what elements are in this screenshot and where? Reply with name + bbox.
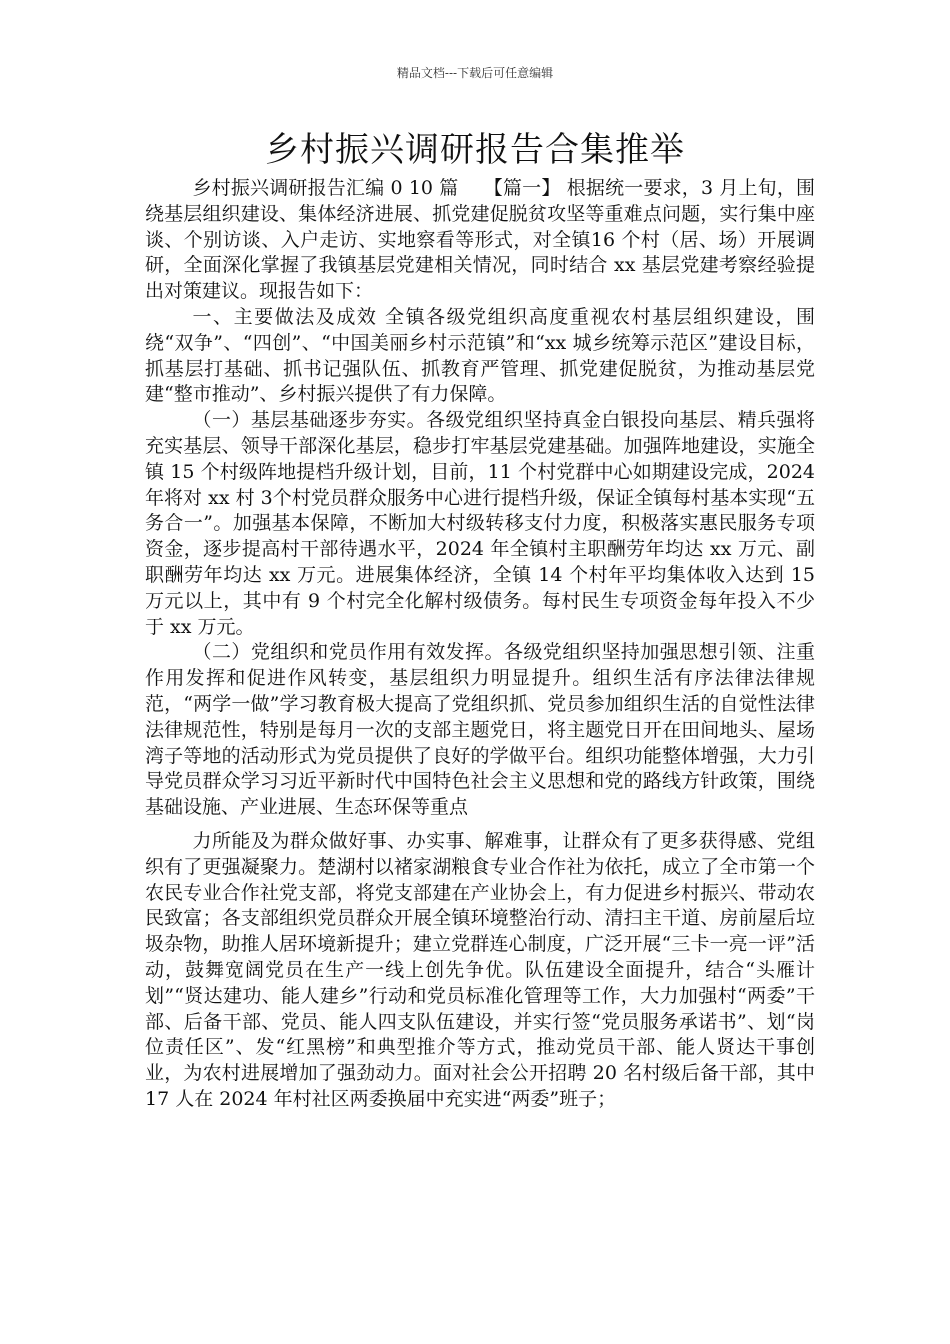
paragraph-section-1: 一、主要做法及成效 全镇各级党组织高度重视农村基层组织建设，围绕“双争”、“四创”、“中国美丽乡村示范镇”和“xx 城乡统筹示范区”建设目标，抓基层打基础、抓书记强队伍、抓教育严管理、抓党建促脱贫，为推动基层党建“整市推动”、乡村振兴提供了有力保障。: [145, 305, 815, 406]
page-header-watermark: 精品文档---下载后可任意编辑: [396, 66, 554, 80]
paragraph-intro: 乡村振兴调研报告汇编 0 10 篇 【篇一】 根据统一要求，3 月上旬，围绕基层组织建设、集体经济进展、抓党建促脱贫攻坚等重难点问题，实行集中座谈、个别访谈、入户走访、实地察看等形式，对全镇16 个村（居、场）开展调研，全面深化掌握了我镇基层党建相关情况，同时结合 xx 基层党建考察经验提出对策建议。现报告如下：: [145, 177, 815, 303]
paragraph-subsection-2: （二）党组织和党员作用有效发挥。各级党组织坚持加强思想引领、注重作用发挥和促进作风转变，基层组织力明显提升。组织生活有序法律法律规范，“两学一做”学习教育极大提高了党组织抓、党员参加组织生活的自觉性法律法律规范性，特别是每月一次的支部主题党日，将主题党日开在田间地头、屋场湾子等地的活动形式为党员提供了良好的学做平台。组织功能整体增强，大力引导党员群众学习习近平新时代中国特色社会主义思想和党的路线方针政策，围绕基础设施、产业进展、生态环保等重点: [145, 641, 815, 819]
document-title: 乡村振兴调研报告合集推举: [265, 130, 685, 170]
paragraph-subsection-1: （一）基层基础逐步夯实。各级党组织坚持真金白银投向基层、精兵强将充实基层、领导干部深化基层，稳步打牢基层党建基础。加强阵地建设，实施全镇 15 个村级阵地提档升级计划，目前，11 个村党群中心如期建设完成，2024 年将对 xx 村 3个村党员群众服务中心进行提档升级，保证全镇每村基本实现“五务合一”。加强基本保障，不断加大村级转移支付力度，积极落实惠民服务专项资金，逐步提高村干部待遇水平，2024 年全镇村主职酬劳年均达 xx 万元、副职酬劳年均达 xx 万元。进展集体经济，全镇 14 个村年平均集体收入达到 15 万元以上，其中有 9 个村完全化解村级债务。每村民生专项资金每年投入不少于 xx 万元。: [145, 409, 815, 638]
paragraph-continuation: 力所能及为群众做好事、办实事、解难事，让群众有了更多获得感、党组织有了更强凝聚力。楚湖村以褚家湖粮食专业合作社为依托，成立了全市第一个农民专业合作社党支部，将党支部建在产业协会上，有力促进乡村振兴、带动农民致富；各支部组织党员群众开展全镇环境整治行动、清扫主干道、房前屋后垃圾杂物，助推人居环境新提升；建立党群连心制度，广泛开展“三卡一亮一评”活动，鼓舞宽阔党员在生产一线上创先争优。队伍建设全面提升，结合“头雁计划”“贤达建功、能人建乡”行动和党员标准化管理等工作，大力加强村“两委”干部、后备干部、党员、能人四支队伍建设，并实行签“党员服务承诺书”、划“岗位责任区”、发“红黑榜”和典型推介等方式，推动党员干部、能人贤达干事创业，为农村进展增加了强劲动力。面对社会公开招聘 20 名村级后备干部，其中 17 人在 2024 年村社区两委换届中充实进“两委”班子；: [145, 829, 815, 1110]
document-body: [145, 176, 815, 1113]
